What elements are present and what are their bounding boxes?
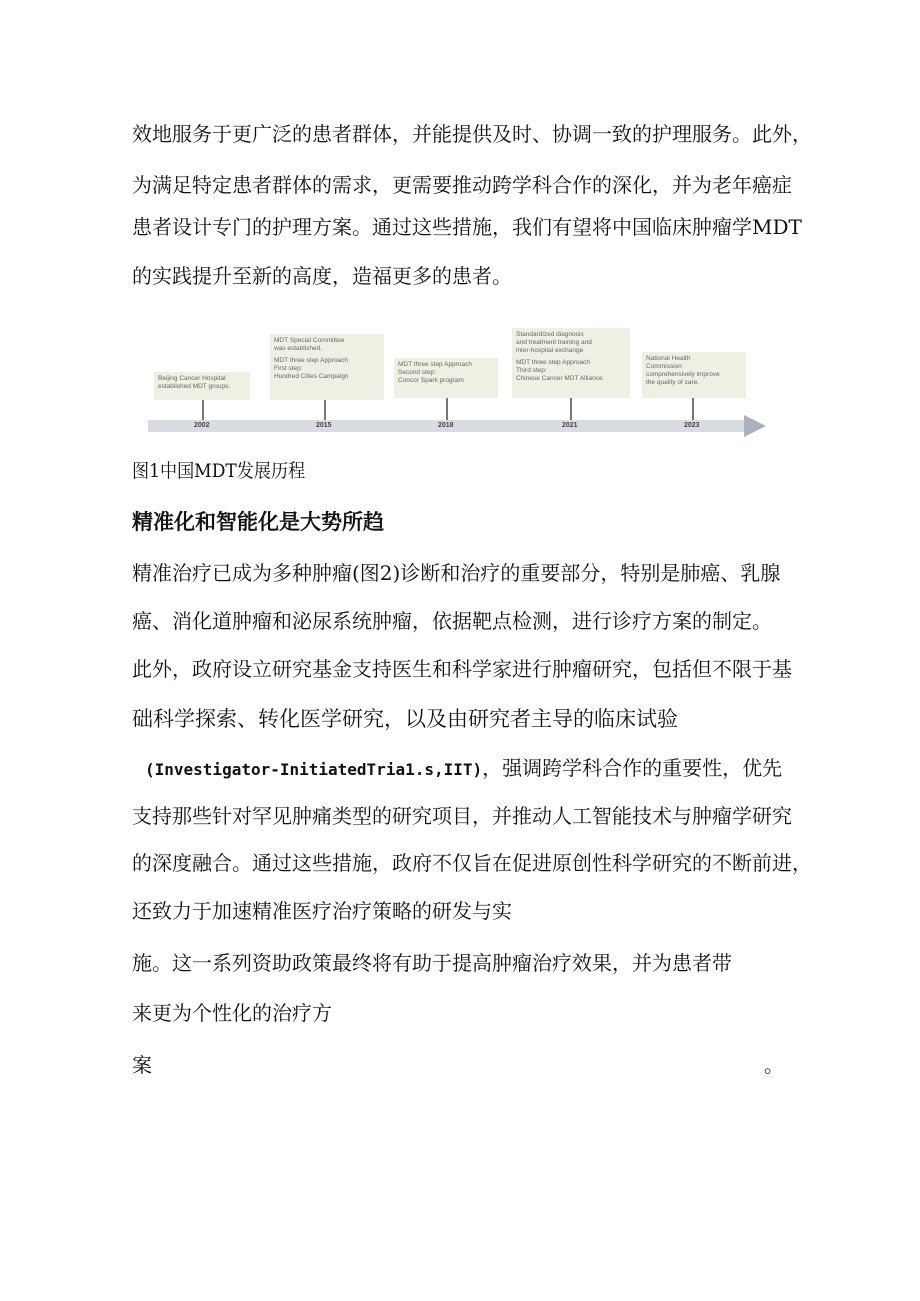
timeline-connector	[692, 398, 694, 420]
inline-code-term: (Investigator-InitiatedTria1.s,IIT)	[145, 760, 483, 779]
timeline-connector	[570, 398, 572, 420]
timeline-event-box: MDT Special Committee was established. MDT three step Approach First step: Hundred Cities Campaign	[270, 334, 384, 400]
timeline-event-box: Beijing Cancer Hospital established MDT groups.	[154, 372, 250, 400]
paragraph-line: 为满足特定患者群体的需求，更需要推动跨学科合作的深化，并为老年癌症	[132, 173, 792, 197]
timeline-event-box: MDT three step Approach Second step: Concor Spark program	[394, 358, 498, 398]
paragraph-line	[145, 758, 782, 778]
timeline-connector	[324, 400, 326, 420]
paragraph-line: 的实践提升至新的高度，造福更多的患者。	[132, 264, 512, 288]
paragraph-line: 来更为个性化的治疗方	[132, 1001, 332, 1025]
paragraph-line: 还致力于加速精准医疗治疗策略的研发与实	[132, 899, 512, 923]
paragraph-line: 效地服务于更广泛的患者群体，并能提供及时、协调一致的护理服务。此外，	[132, 122, 812, 146]
section-heading: 精准化和智能化是大势所趋	[132, 510, 384, 534]
paragraph-line: 案	[132, 1053, 152, 1077]
timeline-year: 2002	[194, 422, 210, 429]
paragraph-line: 的深度融合。通过这些措施，政府不仅旨在促进原创性科学研究的不断前进，	[132, 851, 812, 875]
timeline-event-box: Standardized diagnosis and treatment training and inter-hospital exchange MDT three step Approach Third step: Chinese Cancer MDT Alliance	[512, 328, 630, 398]
paragraph-line-end: 。	[764, 1053, 784, 1077]
timeline-year: 2015	[316, 422, 332, 429]
paragraph-line: 精准治疗已成为多种肿瘤(图2)诊断和治疗的重要部分，特别是肺癌、乳腺	[132, 561, 781, 585]
paragraph-text: ，强调跨学科合作的重要性，优先	[482, 756, 783, 780]
paragraph-line: 础科学探索、转化医学研究，以及由研究者主导的临床试验	[132, 707, 678, 731]
timeline-connector	[202, 400, 204, 420]
timeline-arrow-icon	[744, 415, 766, 437]
figure-caption: 图1中国MDT发展历程	[132, 460, 306, 482]
paragraph-line: 癌、消化道肿瘤和泌尿系统肿瘤，依据靶点检测，进行诊疗方案的制定。	[132, 609, 772, 633]
paragraph-line: 患者设计专门的护理方案。通过这些措施，我们有望将中国临床肿瘤学MDT	[132, 215, 802, 239]
timeline-figure	[148, 326, 768, 438]
timeline-event-box: National Health Commission comprehensively improve the quality of care.	[642, 352, 746, 398]
timeline-year: 2021	[562, 422, 578, 429]
timeline-year: 2018	[438, 422, 454, 429]
paragraph-line: 施。这一系列资助政策最终将有助于提高肿瘤治疗效果，并为患者带	[132, 951, 732, 975]
paragraph-line: 支持那些针对罕见肿痛类型的研究项目，并推动人工智能技术与肿瘤学研究	[132, 804, 792, 828]
timeline-connector	[446, 398, 448, 420]
paragraph-line: 此外，政府设立研究基金支持医生和科学家进行肿瘤研究，包括但不限于基	[132, 657, 792, 681]
timeline-year: 2023	[684, 422, 700, 429]
